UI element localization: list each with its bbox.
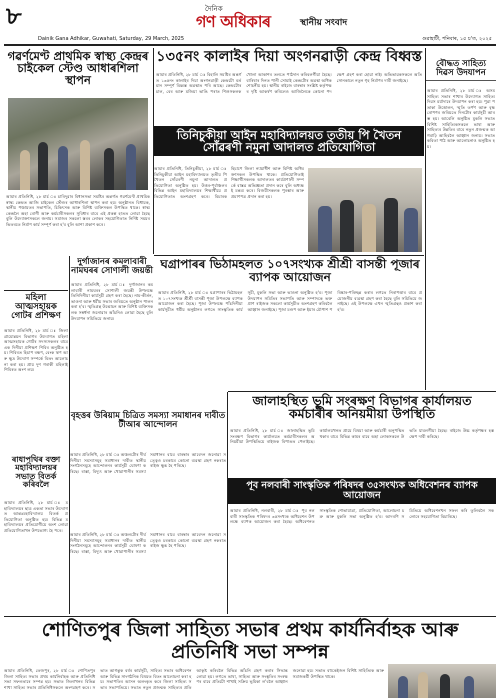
divider (4, 616, 496, 617)
headline: শোণিতপুৰ জিলা সাহিত্য সভাৰ প্ৰথম কাৰ্যনিৰ্বাহক আৰু প্ৰতিনিধি সভা সম্পন্ন (41, 619, 459, 663)
article-debate (4, 454, 68, 614)
headline: বৃহত্তৰ উৰিয়াম চিত্ৰিত সমস্যা সমাধানৰ দাবীত টীআৰ আন্দোলন (70, 411, 226, 430)
column-rule (69, 256, 70, 614)
paper-line: Dainik Gana Adhikar, Guwahati, Saturday, 29 March, 2025 (38, 36, 185, 42)
body-text: আমাৰ প্ৰতিনিধি, ২৮ মাৰ্চ ঃ বিহালি সমষ্টিৰ অন্তৰ্গত ১৩৫নং কালাইৰ দিয়া অংগনৱাড়ী কেন্দ্ৰটো বৰ্তমান সম্পূৰ্ণ বিধ্বস্ত অৱস্থাত পৰি আছে। কেন্দ্ৰটোৰ চাল, বেৰ আৰু মজিয়া ভাঙি পৰাত শিশুসকলক খোলা আকাশৰ তলতে পাঠদান কৰিবলগীয়া হৈছে। বাৰিষাৰ দিনত পানী সোমাই কেন্দ্ৰটোৰ অৱস্থা অধিক শোচনীয় হয়। স্থানীয় ৰাইজে বাৰম্বাৰ সংশ্লিষ্ট কৰ্তৃপক্ষৰ দৃষ্টি আকৰ্ষণ কৰিলেও আজিলৈকে কোনো পদক্ষেপ গ্ৰহণ কৰা হোৱা নাই। অভিভাৱকসকলে অতি সোনকালে নতুন গৃহ নিৰ্মাণৰ দাবী জনাইছে। (156, 72, 422, 94)
logo-title: গণ অধিকাৰ (196, 12, 271, 31)
article-durgajan (70, 256, 154, 406)
headline: মহিলা আত্মসহায়ক গোটৰ প্ৰশিক্ষণ (11, 293, 61, 321)
body-text: আমাৰ প্ৰতিনিধি, ২৮ মাৰ্চ ঃ অঞ্চলটোৰ দীৰ্ঘদিনীয়া সমস্যাসমূহ সমাধানৰ দাবীত স্থানীয় সংগঠনসমূহে আন্দোলনৰ কাৰ্যসূচী ঘোষণা কৰিছে। ৰাস্তা, বিদ্যুৎ আৰু খোৱাপানীৰ সমস্যা সমাধানৰ বাবে বাৰম্বাৰ আবেদন জনোৱা সত্ত্বেও চৰকাৰে কোনো ব্যৱস্থা গ্ৰহণ নকৰাত ৰাইজ ক্ষুব্ধ হৈ পৰিছে। (70, 452, 226, 474)
article-women (4, 292, 68, 452)
headline: দুৰ্গাজানৰ কমলাবাৰী নামঘৰৰ সোণালী জয়ন্তী (71, 257, 153, 276)
body-text: আমাৰ প্ৰতিনিধি, ২৮ মাৰ্চ ঃ চাৰিদুৱাৰ বিধানসভা সমষ্টিৰ অন্তৰ্গত গৱৰ্ণমেণ্ট প্ৰাথমিক স্বাস্থ্য কেন্দ্ৰত আজি চাইকেল স্টেণ্ডৰ আধাৰশিলা স্থাপন কৰা হয়। অনুষ্ঠানত বিধায়ক, স্থানীয় পঞ্চায়তৰ সভাপতি, চিকিৎসক আৰু বিশিষ্ট ব্যক্তিসকল উপস্থিত থাকে। স্বাস্থ্য কেন্দ্ৰলৈ অহা ৰোগী আৰু কৰ্মচাৰীসকলৰ সুবিধাৰ বাবে এই প্ৰকল্প হাতত লোৱা হৈছে বুলি উদ্যোক্তাসকলে জনায়। সমাজৰ সকলো স্তৰৰ লোকৰ সহযোগিতাত নিৰ্দিষ্ট সময়ৰ ভিতৰতে নিৰ্মাণ কাৰ্য সম্পূৰ্ণ কৰা হ'ব বুলি আশা প্ৰকাশ কৰে। (6, 194, 150, 227)
row-rule (154, 255, 424, 256)
article-demand (70, 410, 226, 530)
headline: গৱৰ্ণমেণ্ট প্ৰাথমিক স্বাস্থ্য কেন্দ্ৰৰ চাইকেল স্টেণ্ড আধাৰশিলা স্থাপন (7, 49, 149, 88)
date-line: গুৱাহাটী, শনিবাৰ, ১৫ চ'ত, ২০২৫ (422, 36, 492, 42)
article-law-college (154, 126, 424, 254)
headline: ১৩৫নং কালাইৰ দিয়া অংগনৱাড়ী কেন্দ্ৰ বিধ্বস্ত (156, 49, 422, 65)
section-name: স্থানীয় সংবাদ (300, 18, 348, 28)
body-text: আমাৰ প্ৰতিনিধি, ২৮ মাৰ্চ ঃ জিলা গ্ৰামোন্নয়ন বিভাগৰ উদ্যোগত মহিলা আত্মসহায়ক গোটৰ সদস্যসকলৰ বাবে এক দিনীয়া প্ৰশিক্ষণ শিবিৰ অনুষ্ঠিত হয়। শিবিৰত হিচাপ ৰক্ষণ, বেংক ঋণ আৰু ক্ষুদ্ৰ উদ্যোগ সম্পৰ্কে বিতং আলোচনা কৰা হয়। প্ৰায় দুশ গৰাকী মহিলাই শিবিৰত অংশ লয়। (4, 328, 68, 373)
headline: বৌদ্ধত সাহিত্য দিৱস উদযাপন (426, 58, 496, 81)
page-number: ৮ (6, 2, 22, 30)
body-text: আমাৰ প্ৰতিনিধি, ২৮ মাৰ্চ ঃ জালাহস্থিত ভূমি সংৰক্ষণ বিভাগৰ কাৰ্যালয়ত কৰ্মচাৰীসকলৰ অনিয়মীয়া উপস্থিতিয়ে ৰাইজক বিপাঙত পেলাইছে। কাৰ্যালয়খনত প্ৰায়ে বিষয়া আৰু কৰ্মচাৰী অনুপস্থিত থকাৰ বাবে বিভিন্ন কামৰ বাবে অহা লোকসকলে উভতি যাবলগীয়া হৈছে। ৰাইজে উচ্চ কৰ্তৃপক্ষৰ হস্তক্ষেপ দাবী কৰিছে। (230, 428, 494, 445)
column-rule (153, 48, 154, 254)
headline: পূব নলবাৰী সাংস্কৃতিক পৰিষদৰ ৩৫সংখ্যক অধিবেশনৰ ব্যাপক আয়োজন (228, 478, 496, 504)
body-text: আমাৰ প্ৰতিনিধি, ২৮ মাৰ্চ ঃ ঘগ্ৰাপাৰৰ ভিঠামহলত ১০৭সংখ্যক শ্ৰীশ্ৰী বাসন্তী পূজা উপলক্ষে ব্যাপক আয়োজন কৰা হৈছে। পূজা উপলক্ষে পাঁচদিনীয়া কাৰ্যসূচীত ধৰ্মীয় অনুষ্ঠানৰ লগতে সাংস্কৃতিক কাৰ্যসূচী, মুকলি সভা আৰু ভাওনা অনুষ্ঠিত হ'ব। পূজা উদযাপন সমিতিৰ সভাপতি আৰু সম্পাদকে ভক্তপ্ৰাণ ৰাইজক সকলো কাৰ্যসূচীত অংশগ্ৰহণ কৰিবলৈ আহ্বান জনাইছে। পূজা মণ্ডপ আৰু ইয়াৰ চৌপাশ পৰিষ্কাৰ-পৰিচ্ছন্ন কৰাৰ লগতে নিৰাপত্তাৰ বাবে প্ৰয়োজনীয় ব্যৱস্থা গ্ৰহণ কৰা হৈছে বুলি সমিতিয়ে জনাইছে। এই উপলক্ষে এখন স্মৃতিগ্ৰন্থও প্ৰকাশ কৰা হ'ব। (158, 290, 422, 312)
headline: ঘগ্ৰাপাৰৰ ভিঠামহলত ১০৭সংখ্যক শ্ৰীশ্ৰী বাসন্তী পূজাৰ ব্যাপক আয়োজন (160, 257, 420, 284)
photo (8, 98, 148, 190)
article-sahitya (426, 58, 496, 358)
body-text: আমাৰ প্ৰতিনিধি, তিনিচুকীয়া, ২৮ মাৰ্চ ঃ তিনিচুকীয়া আইন মহাবিদ্যালয়ত তৃতীয় পি খৈতন সোঁৱৰণী নমুনা আদালত প্ৰতিযোগিতা অনুষ্ঠিত হয়। উত্তৰ-পূৰ্বাঞ্চলৰ বিভিন্ন আইন মহাবিদ্যালয়ৰ শিক্ষাৰ্থীয়ে প্ৰতিযোগিতাত অংশগ্ৰহণ কৰে। বিচাৰক হিচাপে জিলা ন্যায়াধীশ আৰু বিশিষ্ট অধিবক্তাসকল উপস্থিত থাকে। প্ৰতিযোগিতাই শিক্ষাৰ্থীসকলক আদালতৰ কাৰ্যপ্ৰণালী সম্পৰ্কে বাস্তৱ অভিজ্ঞতা প্ৰদান কৰে বুলি অধ্যক্ষই মন্তব্য কৰে। বিজয়ীসকলক পুৰস্কাৰ আৰু প্ৰমাণপত্ৰ প্ৰদান কৰা হয়। (154, 166, 304, 199)
masthead-rule (4, 44, 496, 46)
article-anganwadi (154, 48, 424, 124)
article-basanti (156, 256, 424, 392)
article-health-centre (4, 48, 152, 288)
headline: তিনিচুকীয়া আইন মহাবিদ্যালয়ত তৃতীয় পি খৈতন সোঁৱৰণী নমুনা আদালত প্ৰতিযোগিতা (154, 126, 424, 156)
article-nalbari (228, 478, 496, 614)
column-rule (227, 392, 228, 614)
photo (308, 168, 422, 252)
sonitpur-body-text: আমাৰ প্ৰতিনিধি, তেজপুৰ, ২৮ মাৰ্চ ঃ শোণিতপুৰ জিলা সাহিত্য সভাৰ প্ৰথম কাৰ্যনিৰ্বাহক আৰু প্ৰতিনিধি সভা সফলতাৰে সম্পন্ন হয়। সভাত জিলাখনৰ বিভিন্ন শাখা সাহিত্য সভাৰ প্ৰতিনিধিসকলে অংশগ্ৰহণ কৰে। সভাত আগন্তুক বৰ্ষৰ কাৰ্যসূচী, সাহিত্য সভাৰ অধিবেশন আৰু বিভিন্ন সাংগঠনিক বিষয়ত বিতং আলোচনা কৰা হয়। সভাপতিৰ আসন অলংকৃত কৰে জিলা সাহিত্য সভাৰ সভাপতিয়ে। সভাত নতুন প্ৰজন্মক সাহিত্যৰ প্ৰতি আকৃষ্ট কৰিবলৈ বিভিন্ন আঁচনি গ্ৰহণ কৰাৰ সিদ্ধান্ত লোৱা হয়। লগতে ভাষা, সাহিত্য আৰু সংস্কৃতিৰ সংৰক্ষণৰ বাবে প্ৰতিটো শাখাই সক্ৰিয় ভূমিকা ল'বলৈ আহ্বান জনোৱা হয়। সভাত বহুকেইজন বিশিষ্ট সাহিত্যিক আৰু সমাজকৰ্মী উপস্থিত থাকে। (4, 668, 384, 690)
body-text: আমাৰ প্ৰতিনিধি, ২৮ মাৰ্চ ঃ দুৰ্গাজানৰ কমলাবাৰী নামঘৰৰ সোণালী জয়ন্তী উপলক্ষে তিনিদিনীয়া কাৰ্যসূচী গ্ৰহণ কৰা হৈছে। নাম-কীৰ্তন, ভাওনা আৰু ধৰ্মীয় সভাৰ জৰিয়তে অনুষ্ঠান পালন কৰা হ'ব। স্মৃতিগ্ৰন্থ উন্মোচন আৰু বিশিষ্ট ব্যক্তিসকলক সম্বৰ্ধনা জনোৱাৰ আঁচনিও লোৱা হৈছে বুলি উদযাপন সমিতিয়ে জনায়। (71, 282, 153, 321)
row-rule (4, 290, 68, 291)
column-rule (425, 48, 426, 390)
body-text: আমাৰ প্ৰতিনিধি, নলবাৰী, ২৮ মাৰ্চ ঃ পূব নলবাৰী সাংস্কৃতিক পৰিষদৰ ৩৫সংখ্যক অধিবেশন উপলক্ষে ব্যাপক আয়োজন কৰা হৈছে। অধিবেশনত সাংস্কৃতিক শোভাযাত্ৰা, প্ৰতিযোগিতা, আলোচনা চক্ৰ আৰু মুকলি সভা অনুষ্ঠিত হ'ব। আদৰণি সমিতিয়ে অধিবেশনখন সফল কৰি তুলিবলৈ সকলোৰে সহযোগিতা বিচাৰিছে। (230, 508, 494, 525)
headline: ৰাধাপথিৰ বক্তা মহাবিদ্যালয়ৰ সভাত বিতৰ্ক কৰিবলৈ (11, 455, 61, 490)
sonitpur-photo (388, 664, 496, 698)
masthead (0, 0, 500, 46)
headline: জালাহস্থিত ভূমি সংৰক্ষণ বিভাগৰ কাৰ্যালয়ত কৰ্মচাৰীৰ অনিয়মীয়া উপস্থিতি (252, 393, 472, 422)
title-prefix: দৈনিক (205, 5, 223, 13)
article-conservation (228, 392, 496, 476)
row-rule (228, 391, 496, 392)
body-text: আমাৰ প্ৰতিনিধি, ২৮ মাৰ্চ ঃ মহাবিদ্যালয়ৰ ছাত্ৰ একতা সভাৰ উদ্যোগত আন্তঃমহাবিদ্যালয় বিতৰ্ক প্ৰতিযোগিতা অনুষ্ঠিত হয়। বিভিন্ন মহাবিদ্যালয়ৰ প্ৰতিযোগীয়ে অংশ লোৱা প্ৰতিযোগিতাখন উপভোগ্য হৈ পৰে। (4, 500, 68, 533)
body-text: আমাৰ প্ৰতিনিধি, ২৮ মাৰ্চ ঃ অসম সাহিত্য সভাৰ শাখাৰ উদ্যোগত সাহিত্য দিৱস মৰ্যাদাৰে উদযাপন কৰা হয়। পুৱা পতাকা উত্তোলন, স্মৃতি তৰ্পণ আৰু বৃক্ষৰোপণৰ জৰিয়তে দিনটোৰ কাৰ্যসূচী আৰম্ভ হয়। আবেলি অনুষ্ঠিত মুকলি সভাত বিশিষ্ট সাহিত্যিকসকলে ভাষা আৰু সাহিত্যৰ উন্নতিৰ বাবে নতুন প্ৰজন্মক আগবাঢ়ি আহিবলৈ আহ্বান জনায়। সভাত কবিতা পাঠ আৰু আলোচনাও অনুষ্ঠিত হয়। (427, 88, 495, 149)
filler-text: আমাৰ প্ৰতিনিধি, ২৮ মাৰ্চ ঃ অঞ্চলটোৰ দীৰ্ঘদিনীয়া সমস্যাসমূহ সমাধানৰ দাবীত স্থানীয় সংগঠনসমূহে আন্দোলনৰ কাৰ্যসূচী ঘোষণা কৰিছে। ৰাস্তা, বিদ্যুৎ আৰু খোৱাপানীৰ সমস্যা সমাধানৰ বাবে বাৰম্বাৰ আবেদন জনোৱা সত্ত্বেও চৰকাৰে কোনো ব্যৱস্থা গ্ৰহণ নকৰাত ৰাইজ ক্ষুব্ধ হৈ পৰিছে। (70, 532, 226, 554)
